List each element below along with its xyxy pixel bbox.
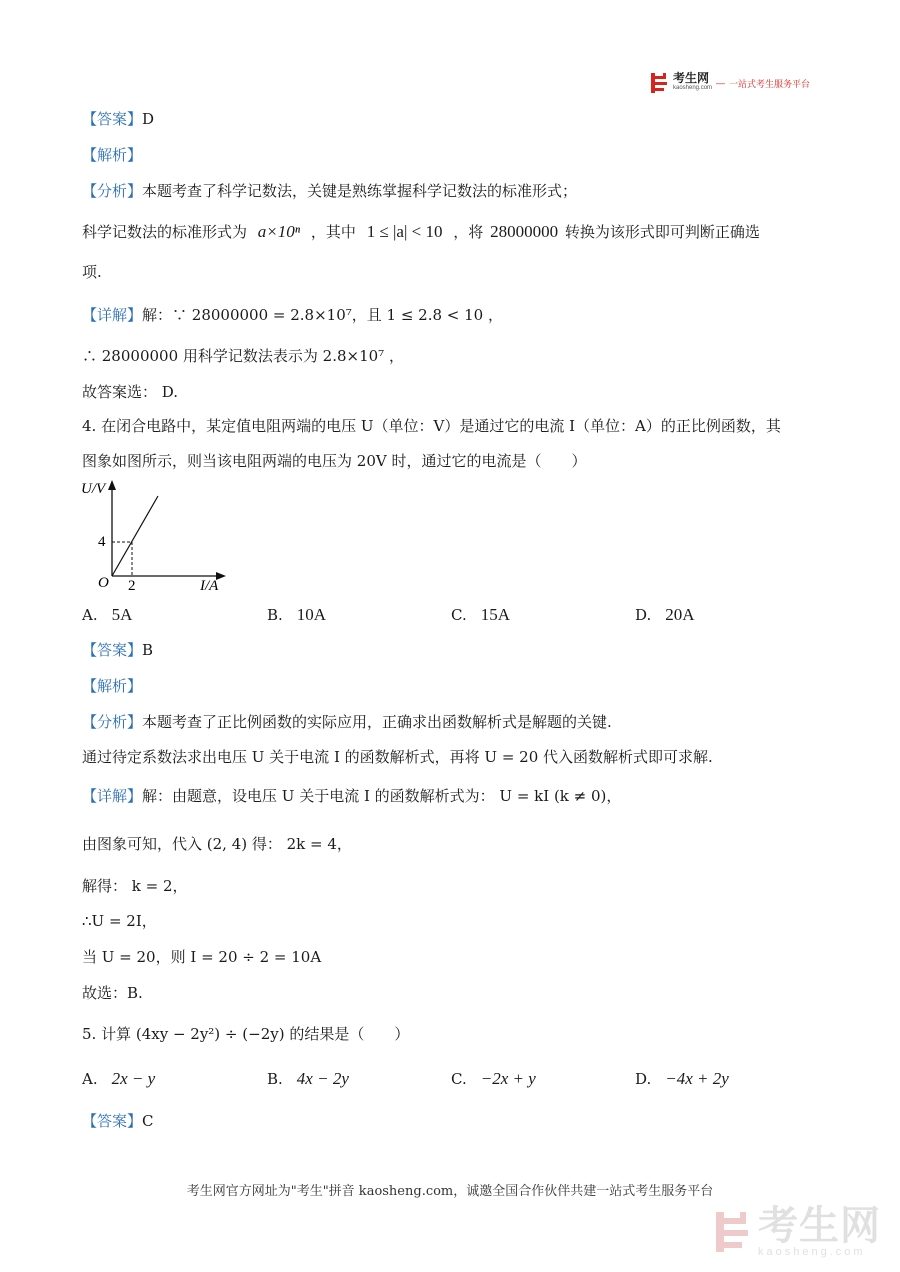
brand-domain: kaosheng.com [673, 85, 713, 91]
watermark-domain: kaosheng.com [758, 1246, 866, 1258]
q5-answer: 【答案】C [82, 1112, 154, 1130]
brand-logo: 考生网 kaosheng.com — 一站式考生服务平台 [651, 73, 810, 93]
q4-step4: 当 U = 20，则 I = 20 ÷ 2 = 10A [82, 948, 322, 966]
q4-answer: 【答案】B [82, 641, 154, 659]
q5-option-d: D. −4x + 2y [635, 1069, 729, 1088]
brand-slogan: 一站式考生服务平台 [729, 78, 811, 89]
y-axis-arrow [108, 480, 116, 490]
footer-text: 考生网官方网址为"考生"拼音 kaosheng.com，诚邀全国合作伙伴共建一站式考生服务平台 [186, 1184, 714, 1199]
q4-analysis-tag: 【解析】 [82, 677, 143, 695]
q4-detail: 【详解】解：由题意，设电压 U 关于电流 I 的函数解析式为： U = kI (k ≠ 0)， [82, 787, 622, 805]
y-axis-label: U/V [81, 481, 106, 497]
q4-option-a: A. 5A [82, 605, 133, 624]
q4-option-d: D. 20A [635, 605, 695, 624]
x-tick-label: 2 [128, 578, 136, 594]
watermark-logo-icon [716, 1210, 752, 1254]
q5-option-c: C. −2x + y [451, 1069, 536, 1088]
q3-therefore: ∴ 28000000 用科学记数法表示为 2.8×10⁷ ， [82, 347, 404, 365]
q4-fenxi: 【分析】本题考查了正比例函数的实际应用，正确求出函数解析式是解题的关键. [82, 713, 612, 731]
q4-graph [80, 476, 230, 616]
x-axis-label: I/A [200, 578, 219, 594]
q4-step3: ∴U = 2I， [82, 912, 157, 930]
q4-stem-line2: 图象如图所示，则当该电阻两端的电压为 20V 时，通过它的电流是（ ） [82, 452, 587, 470]
kaosheng-logo-icon [651, 73, 669, 93]
origin-label: O [98, 575, 109, 591]
q4-step2: 解得： k = 2， [82, 877, 188, 895]
q4-final: 故选：B. [82, 984, 143, 1002]
q4-method: 通过待定系数法求出电压 U 关于电流 I 的函数解析式，再将 U = 20 代入函数解析式即可求解. [82, 748, 713, 766]
q4-stem-line1: 4. 在闭合电路中，某定值电阻两端的电压 U（单位：V）是通过它的电流 I（单位：A）的正比例函数，其 [82, 417, 781, 435]
q3-final: 故答案选： D. [82, 383, 179, 401]
q4-step1: 由图象可知，代入 (2, 4) 得： 2k = 4， [82, 835, 352, 853]
q5-option-b: B. 4x − 2y [267, 1069, 349, 1088]
y-tick-label: 4 [98, 534, 106, 550]
q3-answer: 【答案】D [82, 110, 155, 128]
q3-fenxi: 【分析】本题考查了科学记数法，关键是熟练掌握科学记数法的标准形式； [82, 182, 578, 200]
function-line [112, 496, 158, 576]
q3-analysis-tag: 【解析】 [82, 146, 143, 164]
watermark [716, 1206, 881, 1258]
q5-option-a: A. 2x − y [82, 1069, 156, 1088]
q4-option-c: C. 15A [451, 605, 510, 624]
q4-option-b: B. 10A [267, 605, 327, 624]
q3-standard-form: 科学记数法的标准形式为 a×10ⁿ ，其中 1 ≤ |a| < 10 ，将 28000000 转换为该形式即可判断正确选 [82, 222, 760, 241]
watermark-name: 考生网 [758, 1204, 881, 1248]
q3-detail: 【详解】解：∵ 28000000 = 2.8×10⁷，且 1 ≤ 2.8 < 10 ， [82, 306, 503, 324]
q5-stem: 5. 计算 (4xy − 2y²) ÷ (−2y) 的结果是（ ） [82, 1025, 410, 1043]
brand-name: 考生网 [673, 71, 710, 85]
q3-line3: 项. [82, 263, 102, 281]
